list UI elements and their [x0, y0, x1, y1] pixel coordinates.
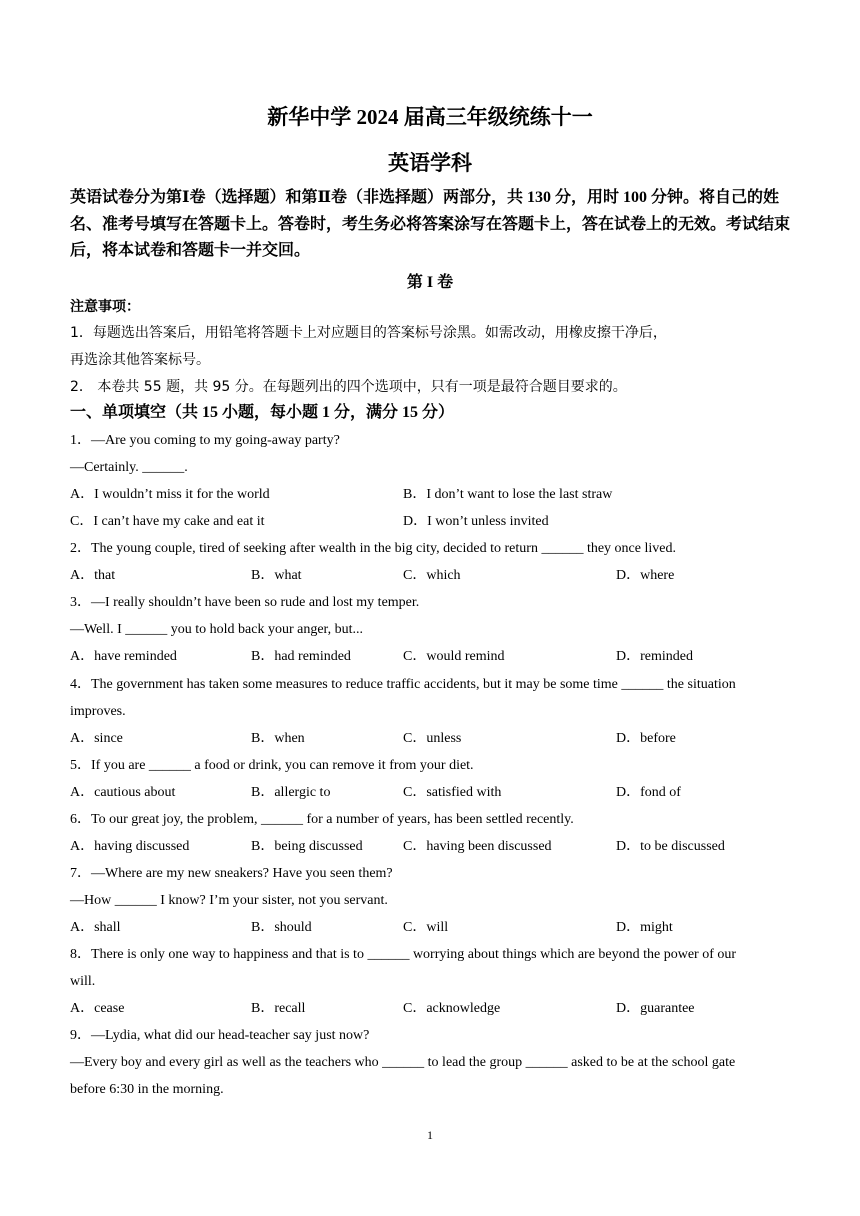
note-1-line-2: 再选涂其他答案标号。: [70, 352, 210, 368]
q8-option-b: B．recall: [251, 1001, 306, 1016]
q7-stem: 7．—Where are my new sneakers? Have you seen them?: [70, 866, 393, 881]
q3-stem: 3．—I really shouldn’t have been so rude and lost my temper.: [70, 595, 420, 610]
q1-option-b: B．I don’t want to lose the last straw: [403, 487, 613, 502]
q8-option-d: D．guarantee: [616, 1001, 695, 1016]
q7-stem-reply: —How ______ I know? I’m your sister, not you servant.: [70, 893, 388, 908]
q3-option-d: D．reminded: [616, 649, 693, 664]
q3-option-a: A．have reminded: [70, 649, 177, 664]
q3-option-b: B．had reminded: [251, 649, 351, 664]
q5-stem: 5．If you are ______ a food or drink, you can remove it from your diet.: [70, 758, 474, 773]
q9-stem: 9．—Lydia, what did our head-teacher say just now?: [70, 1028, 370, 1043]
q2-option-d: D．where: [616, 568, 675, 583]
page-number: 1: [427, 1128, 433, 1142]
q4-option-b: B．when: [251, 731, 305, 746]
q1-option-c: C．I can’t have my cake and eat it: [70, 514, 265, 529]
subject-title: 英语学科: [388, 151, 472, 175]
exam-instructions: 英语试卷分为第Ⅰ卷（选择题）和第Ⅱ卷（非选择题）两部分，共 130 分，用时 100 分钟。将自己的姓名、准考号填写在答题卡上。答卷时，考生务必将答案涂写在答题卡上，答在试卷上的无效。考试结束后，将本试卷和答题卡一并交回。: [70, 189, 791, 259]
q7-option-b: B．should: [251, 920, 312, 935]
q7-option-d: D．might: [616, 920, 673, 935]
q1-stem: 1．—Are you coming to my going-away party?: [70, 433, 340, 448]
q7-option-c: C．will: [403, 920, 449, 935]
q2-stem: 2．The young couple, tired of seeking after wealth in the big city, decided to return ______ they once lived.: [70, 541, 676, 556]
q8-option-a: A．cease: [70, 1001, 125, 1016]
q4-stem: 4．The government has taken some measures to reduce traffic accidents, but it may be some time ______ the situation: [70, 677, 736, 692]
q4-stem-continued: improves.: [70, 704, 126, 719]
note-2: 2． 本卷共 55 题，共 95 分。在每题列出的四个选项中，只有一项是最符合题目要求的。: [70, 379, 627, 395]
q2-option-b: B．what: [251, 568, 302, 583]
q5-option-b: B．allergic to: [251, 785, 331, 800]
q9-stem-continued: before 6:30 in the morning.: [70, 1082, 224, 1097]
q7-option-a: A．shall: [70, 920, 121, 935]
exam-title: 新华中学 2024 届高三年级统练十一: [267, 105, 593, 129]
q2-option-a: A．that: [70, 568, 116, 583]
q2-option-c: C．which: [403, 568, 461, 583]
q8-option-c: C．acknowledge: [403, 1001, 501, 1016]
q6-option-b: B．being discussed: [251, 839, 363, 854]
q8-stem-continued: will.: [70, 974, 96, 989]
q5-option-d: D．fond of: [616, 785, 681, 800]
section-title: 第 I 卷: [406, 274, 454, 291]
q1-option-a: A．I wouldn’t miss it for the world: [70, 487, 270, 502]
q9-stem-reply: —Every boy and every girl as well as the teachers who ______ to lead the group ______ asked to be at the school gate: [70, 1055, 736, 1070]
q3-stem-reply: —Well. I ______ you to hold back your anger, but...: [70, 622, 364, 637]
note-1-line-1: 1．每题选出答案后，用铅笔将答题卡上对应题目的答案标号涂黑。如需改动，用橡皮擦干净后，: [70, 325, 667, 341]
q6-option-c: C．having been discussed: [403, 839, 552, 854]
q4-option-a: A．since: [70, 731, 123, 746]
notes-heading: 注意事项：: [70, 299, 140, 315]
q6-option-a: A．having discussed: [70, 839, 190, 854]
q4-option-d: D．before: [616, 731, 676, 746]
q5-option-a: A．cautious about: [70, 785, 176, 800]
part-1-heading: 一、单项填空（共 15 小题，每小题 1 分，满分 15 分）: [70, 404, 455, 421]
q1-option-d: D．I won’t unless invited: [403, 514, 549, 529]
q6-option-d: D．to be discussed: [616, 839, 725, 854]
q4-option-c: C．unless: [403, 731, 462, 746]
q3-option-c: C．would remind: [403, 649, 505, 664]
q6-stem: 6．To our great joy, the problem, ______ for a number of years, has been settled recently.: [70, 812, 574, 827]
q1-stem-reply: —Certainly. ______.: [70, 460, 188, 475]
q5-option-c: C．satisfied with: [403, 785, 502, 800]
q8-stem: 8．There is only one way to happiness and that is to ______ worrying about things which are beyond the power of our: [70, 947, 737, 962]
